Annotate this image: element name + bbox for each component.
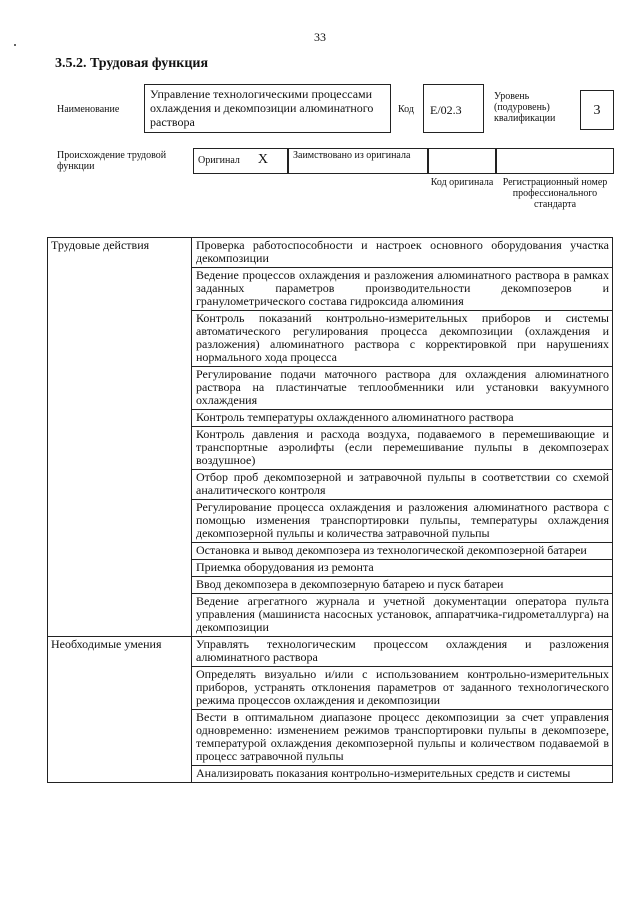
labor-action-item: Контроль температуры охлажденного алюминатного раствора [192,410,613,427]
labor-action-item: Ведение агрегатного журнала и учетной документации оператора пульта управления (машиниста насосных установок, аппаратчика-гидрометаллурга) на декомпозиции [192,594,613,637]
registration-number-caption: Регистрационный номер профессионального стандарта [502,177,608,210]
level-label: Уровень (подуровень) квалификации [494,91,556,124]
name-label: Наименование [57,104,120,115]
labor-action-item: Проверка работоспособности и настроек основного оборудования участка декомпозиции [192,238,613,268]
table-row [48,238,613,268]
skill-item: Анализировать показания контрольно-измерительных средств и системы [192,766,613,783]
labor-action-item: Отбор проб декомпозерной и затравочной пульпы в соответствии со схемой аналитического контроля [192,470,613,500]
original-code-caption: Код оригинала [430,177,494,188]
scan-speck [14,44,16,46]
function-name-box [144,84,391,133]
function-details-table [47,237,613,783]
labor-action-item: Контроль показаний контрольно-измерительных приборов и системы автоматического регулирования процесса декомпозиции (охлаждения и разложения) алюминатного раствора с корректировкой при нарушениях нормального хода процесса [192,311,613,367]
code-value: E/02.3 [430,103,462,117]
borrowed-box [288,148,428,174]
labor-action-item: Приемка оборудования из ремонта [192,560,613,577]
labor-action-item: Остановка и вывод декомпозера из технологической декомпозерной батареи [192,543,613,560]
original-box [193,148,288,174]
function-name: Управление технологическими процессами охлаждения и декомпозиции алюминатного раствора [150,87,374,129]
page-number: 33 [314,30,326,44]
labor-action-item: Регулирование процесса охлаждения и разложения алюминатного раствора с помощью изменения транспортировки пульпы, температуры охлаждения декомпозерной пульпы и количества затравочной пульпы [192,500,613,543]
original-label: Оригинал [198,155,240,166]
skill-item: Вести в оптимальном диапазоне процесс декомпозиции за счет управления одновременно: изменением режимов транспортировки пульпы в декомпозере, температурой охлаждения декомпозерной пульпы и количеством подаваемой в процесс затравочной пульпы [192,710,613,766]
code-box [423,84,484,133]
section-title: 3.5.2. Трудовая функция [55,56,209,71]
skill-item: Управлять технологическим процессом охлаждения и разложения алюминатного раствора [192,637,613,667]
code-label: Код [398,104,414,115]
origin-label: Происхождение трудовой функции [57,150,167,172]
borrowed-label: Заимствовано из оригинала [293,150,411,161]
labor-action-item: Контроль давления и расхода воздуха, подаваемого в перемешивающие и транспортные аэролифты (если перемешивание пульпы в декомпозерах воздушное) [192,427,613,470]
labor-action-item: Ведение процессов охлаждения и разложения алюминатного раствора в рамках заданных параметров производительности декомпозеров и гранулометрического состава гидроксида алюминия [192,268,613,311]
labor-action-item: Регулирование подачи маточного раствора для охлаждения алюминатного раствора на пластинчатые теплообменники или установки вакуумного охлаждения [192,367,613,410]
original-mark: X [257,152,269,167]
level-box [580,90,614,130]
table-row [48,637,613,667]
skill-item: Определять визуально и/или с использованием контрольно-измерительных приборов, устранять отклонения параметров от заданного технологического режима процессов охлаждения и декомпозиции [192,667,613,710]
registration-number-box [496,148,614,174]
labor-actions-heading: Трудовые действия [48,238,192,637]
original-code-box [428,148,496,174]
level-value: 3 [593,103,601,118]
skills-heading: Необходимые умения [48,637,192,783]
labor-action-item: Ввод декомпозера в декомпозерную батарею и пуск батареи [192,577,613,594]
